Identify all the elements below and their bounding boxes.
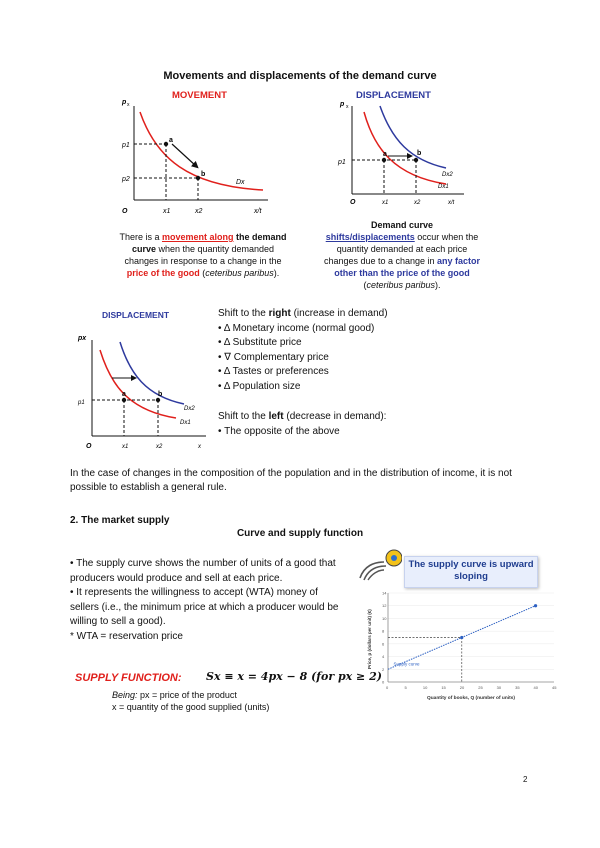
shift-left-block (218, 410, 518, 439)
svg-text:x: x (346, 104, 349, 110)
list-item: • Δ Population size (218, 380, 301, 392)
svg-text:Dx2: Dx2 (184, 406, 195, 412)
p2-label: p2 (122, 176, 130, 183)
list-item: • ∇ Complementary price (218, 351, 329, 363)
svg-text:b: b (417, 150, 422, 157)
y-tick-label: 4 (382, 654, 385, 660)
section-heading: 2. The market supply (70, 515, 170, 526)
svg-text:p1: p1 (78, 400, 85, 406)
svg-text:b: b (201, 171, 206, 178)
p1-label: p1 (122, 142, 130, 149)
chart-y-label: Price, p (dollars per unit) (€) (367, 609, 372, 669)
y-tick-label: 0 (382, 679, 385, 685)
svg-text:p: p (340, 101, 345, 108)
svg-text:x2: x2 (414, 200, 421, 206)
y-tick-label: 12 (382, 603, 387, 609)
svg-text:Dx2: Dx2 (442, 172, 453, 178)
list-item: • Δ Substitute price (218, 337, 302, 348)
shift-right-intro: Shift to the right (increase in demand) (218, 308, 388, 319)
x-tick-label: 10 (422, 685, 428, 690)
x-tick-label: 0 (386, 685, 389, 690)
svg-text:x1: x1 (122, 444, 129, 450)
x-tick-label: 15 (441, 685, 446, 690)
x-tick-label: 45 (552, 685, 557, 690)
movement-arrow (172, 144, 196, 166)
supply-curve-annotation: Supply curve (393, 661, 420, 667)
svg-text:x1: x1 (163, 208, 171, 215)
pointing-hand-icon (356, 548, 402, 584)
shift-left-intro: Shift to the left (decrease in demand): (218, 411, 387, 422)
y-tick-label: 8 (382, 628, 385, 634)
page-title: Movements and displacements of the demand curve (163, 70, 437, 82)
x-tick-label: 5 (404, 685, 407, 690)
x-tick-label: 35 (515, 685, 520, 690)
point-a (164, 142, 168, 146)
x-tick-label: 25 (478, 685, 483, 690)
svg-text:x2: x2 (156, 444, 163, 450)
list-item: * WTA = reservation price (70, 630, 183, 642)
svg-text:px: px (78, 335, 87, 342)
svg-text:p1: p1 (338, 159, 346, 166)
y-tick-label: 10 (382, 615, 387, 621)
note-paragraph: In the case of changes in the composition of the population and in the distribution of income, it is not possible to establish a general rule. (70, 468, 512, 493)
guide-point (460, 636, 463, 639)
x-tick-label: 30 (496, 685, 502, 690)
callout-box: The supply curve is upward sloping (404, 556, 538, 588)
list-item: • The supply curve shows the number of units of a good that producers would produce and sell at each price. (70, 558, 336, 584)
movement-caption: There is a movement along the demand curve when the quantity demanded changes in response to a change in the price of the good (ceteribus paribus). (119, 232, 287, 278)
displacement-bottom-label: DISPLACEMENT (102, 310, 170, 320)
svg-text:a: a (169, 137, 173, 144)
svg-text:Dx1: Dx1 (180, 420, 191, 426)
section-subheading: Curve and supply function (236, 528, 364, 539)
curve-label: Dx (236, 179, 245, 186)
displacement-caption: Demand curve shifts/displacements occur when the quantity demanded at each price changes due to a change in any factor other than the price of the good (ceteribus paribus). (323, 220, 481, 290)
being-definitions: Being: px = price of the product x = quantity of the good supplied (units) (112, 690, 270, 712)
svg-text:x/t: x/t (448, 200, 455, 206)
shift-right-block (218, 307, 518, 394)
svg-text:O: O (122, 208, 128, 215)
x-tick-label: 40 (533, 685, 539, 690)
y-tick-label: 6 (382, 641, 385, 647)
svg-text:x1: x1 (382, 200, 389, 206)
movement-graph (118, 98, 278, 220)
displacement-bottom-graph (76, 326, 216, 456)
supply-function-label: SUPPLY FUNCTION: (75, 672, 182, 684)
supply-formula: Sx ≡ x = 4px − 8 (for px ≥ 2) (206, 670, 382, 683)
supply-chart (362, 587, 562, 702)
axis-y-label: p (122, 99, 127, 106)
svg-text:a: a (122, 391, 126, 398)
point-b (196, 176, 200, 180)
list-item: • Δ Monetary income (normal good) (218, 322, 375, 334)
supply-bullets (70, 557, 348, 644)
curve-end-point (534, 604, 537, 607)
chart-x-label: Quantity of books, Q (number of units) (427, 696, 515, 701)
svg-text:O: O (350, 199, 356, 206)
displacement-top-label: DISPLACEMENT (356, 90, 431, 101)
movement-label: MOVEMENT (172, 90, 227, 101)
svg-text:x/t: x/t (254, 208, 262, 215)
list-item: • It represents the willingness to accept (WTA) money of sellers (i.e., the minimum price at which a producer would be willing to sell a good). (70, 587, 339, 627)
list-item: • Δ Tastes or preferences (218, 366, 329, 377)
page-number: 2 (523, 775, 528, 784)
svg-text:a: a (383, 151, 387, 158)
svg-text:x: x (198, 444, 201, 450)
svg-text:x2: x2 (195, 208, 203, 215)
x-tick-label: 20 (459, 685, 465, 690)
displacement-top-graph (334, 98, 474, 210)
y-tick-label: 14 (382, 590, 387, 596)
svg-text:Dx1: Dx1 (438, 184, 449, 190)
list-item: • The opposite of the above (218, 425, 340, 437)
svg-text:x: x (127, 102, 130, 108)
y-tick-label: 2 (382, 666, 385, 672)
svg-text:O: O (86, 443, 92, 450)
svg-text:b: b (158, 391, 163, 398)
